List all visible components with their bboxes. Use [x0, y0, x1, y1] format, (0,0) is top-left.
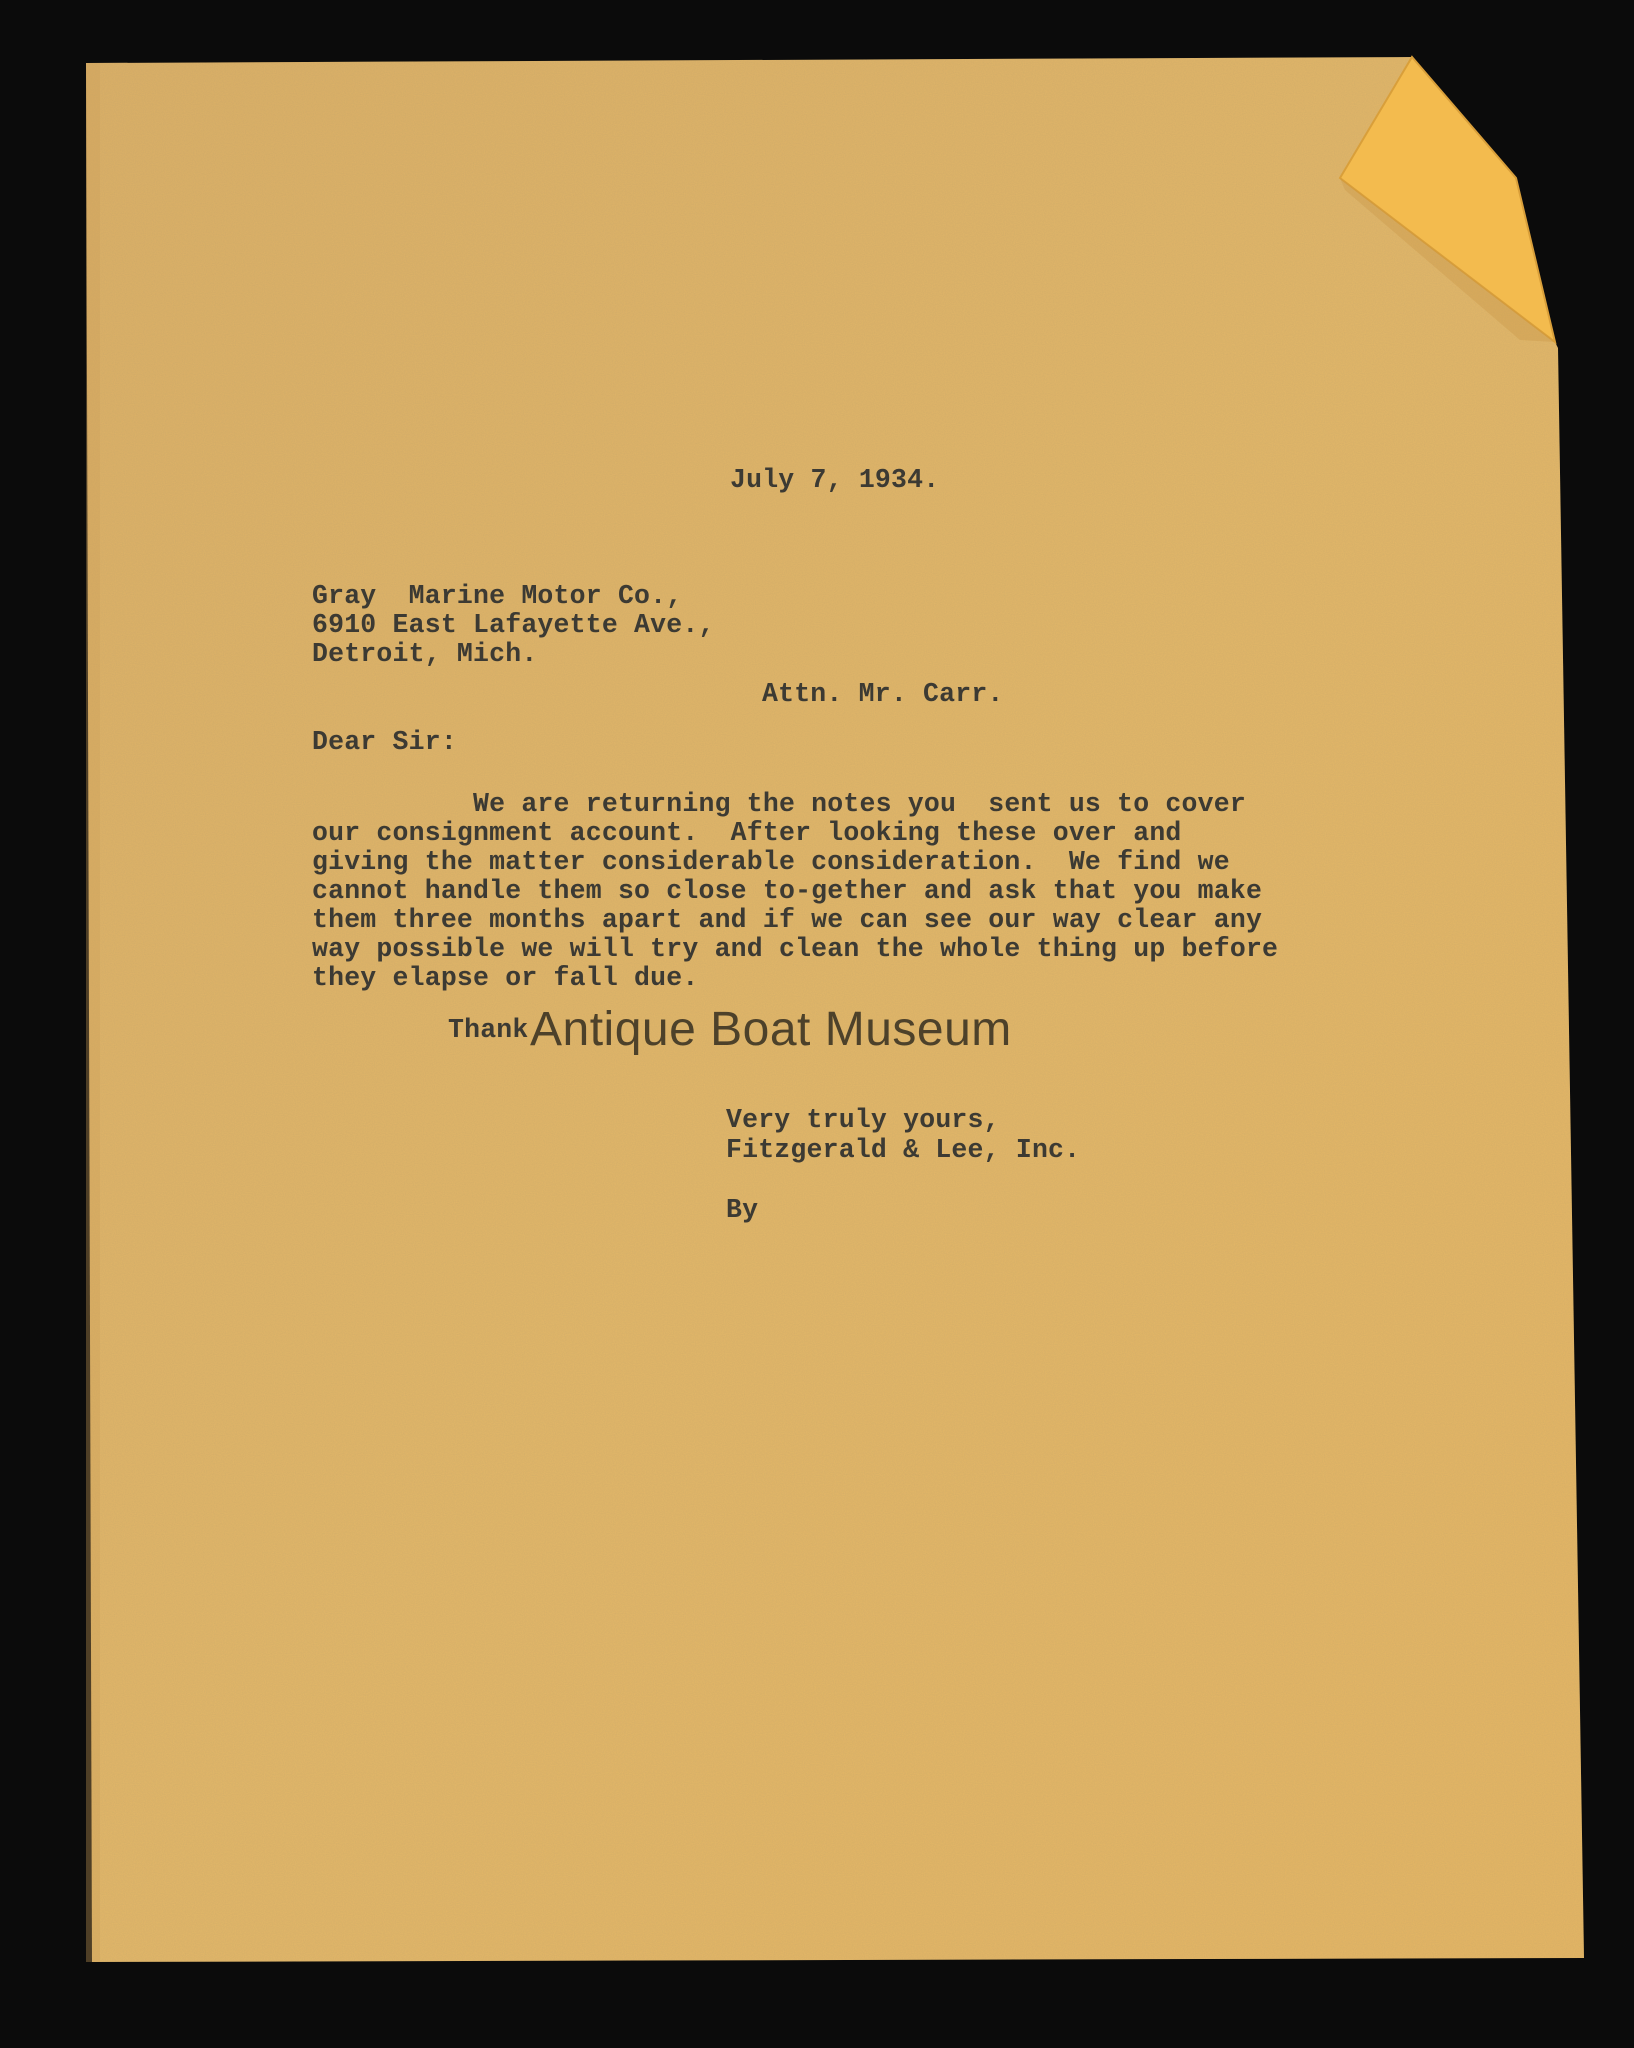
company-name: Fitzgerald & Lee, Inc.: [726, 1135, 1081, 1165]
attention-line: Attn. Mr. Carr.: [762, 679, 1004, 709]
signature-by: By: [726, 1195, 759, 1225]
body-line-7: they elapse or fall due.: [312, 963, 699, 993]
salutation: Dear Sir:: [312, 727, 457, 757]
left-edge-shade: [86, 63, 100, 1962]
body-line-1: We are returning the notes you sent us to cover: [312, 789, 1246, 819]
body-line-4: cannot handle them so close to-gether and ask that you make: [312, 876, 1263, 906]
museum-watermark: Antique Boat Museum: [530, 1003, 1012, 1056]
body-line-5: them three months apart and if we can see our way clear any: [312, 905, 1263, 935]
recipient-line-3: Detroit, Mich.: [312, 639, 538, 669]
letter-date: July 7, 1934.: [730, 465, 940, 495]
recipient-line-1: Gray Marine Motor Co.,: [312, 581, 683, 611]
recipient-line-2: 6910 East Lafayette Ave.,: [312, 610, 715, 640]
body-line-2: our consignment account. After looking these over and: [312, 818, 1182, 848]
closing: Very truly yours,: [726, 1105, 1000, 1135]
body-line-6: way possible we will try and clean the whole thing up before: [312, 934, 1279, 964]
body-line-3: giving the matter considerable consideration. We find we: [312, 847, 1230, 877]
thanks-line: Thank: [448, 1015, 529, 1045]
